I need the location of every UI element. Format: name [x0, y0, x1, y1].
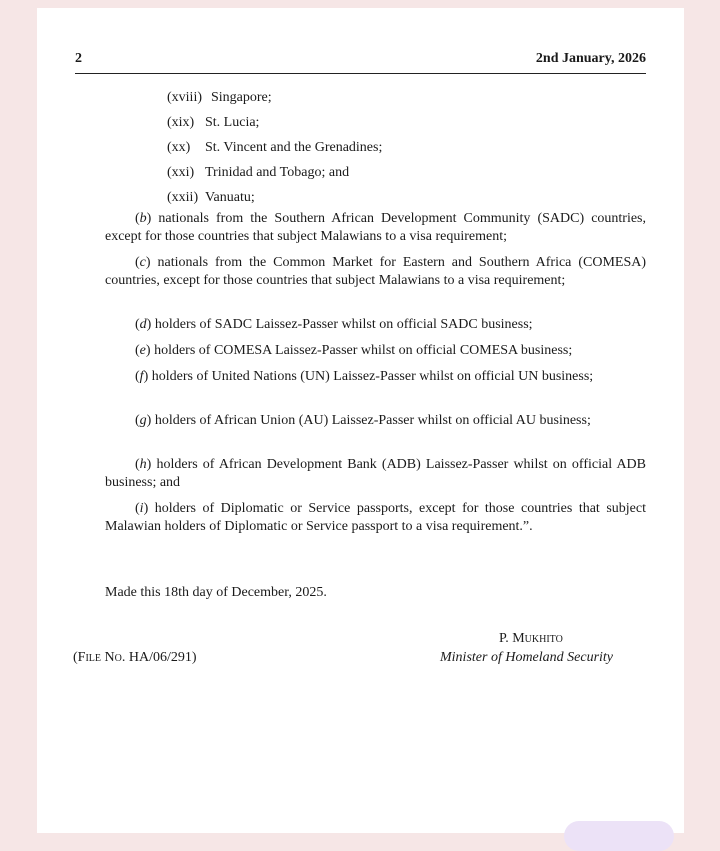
- signatory-surname: Mukhito: [512, 631, 563, 646]
- country-list: [167, 88, 382, 213]
- list-item-country: St. Lucia;: [205, 115, 260, 130]
- paragraph-f: [105, 368, 646, 386]
- paragraph-letter: c: [139, 255, 146, 270]
- paragraph-letter: g: [139, 413, 147, 428]
- paragraph-letter: h: [139, 457, 147, 472]
- paragraph-b: [105, 210, 646, 246]
- paragraph-text: holders of Diplomatic or Service passports, except for those countries that subject Malawian holders of Diplomatic or Service passport to a visa requirement.”.: [105, 501, 646, 534]
- gazette-date: 2nd January, 2026: [535, 51, 646, 66]
- file-prefix: (: [73, 650, 78, 665]
- list-item: [167, 88, 382, 113]
- paragraph-letter: e: [139, 343, 146, 358]
- list-item-country: St. Vincent and the Grenadines;: [205, 140, 383, 155]
- paragraph-text: nationals from the Southern African Development Community (SADC) countries, except for those countries that subject Malawians to a visa requirement;: [105, 211, 647, 244]
- paragraph-text: holders of United Nations (UN) Laissez-Passer whilst on official UN business;: [151, 369, 594, 384]
- list-item-country: Singapore;: [211, 90, 272, 105]
- paragraph-marker: (f): [135, 369, 149, 384]
- paragraph-letter: b: [139, 211, 147, 226]
- list-item-country: Vanuatu;: [205, 190, 255, 205]
- paragraph-marker: (g): [135, 413, 152, 428]
- paragraph-letter: i: [139, 501, 144, 516]
- paragraph-marker: (b): [135, 211, 152, 226]
- paragraph-letter: f: [139, 369, 144, 384]
- file-label: File No.: [77, 650, 126, 665]
- paragraph-marker: (c): [135, 255, 151, 270]
- made-this-line: Made this 18th day of December, 2025.: [105, 585, 327, 600]
- paragraph-i: [105, 500, 646, 536]
- paragraph-marker: (i): [135, 501, 149, 516]
- paragraph-h: [105, 456, 646, 492]
- signatory-initial: P.: [499, 631, 513, 646]
- paragraph-text: nationals from the Common Market for Eastern and Southern Africa (COMESA) countries, except for those countries that subject Malawians to a visa requirement;: [105, 255, 646, 288]
- document-page: [37, 8, 684, 833]
- list-item-number: (xxi): [167, 165, 195, 180]
- paragraph-text: holders of African Union (AU) Laissez-Passer whilst on official AU business;: [154, 413, 591, 428]
- page-header: [75, 51, 646, 74]
- list-item-number: (xviii): [167, 90, 202, 105]
- paragraph-marker: (h): [135, 457, 152, 472]
- paragraph-marker: (e): [135, 343, 151, 358]
- paragraph-letter: d: [139, 317, 147, 332]
- list-item-number: (xix): [167, 115, 195, 130]
- paragraph-marker: (d): [135, 317, 152, 332]
- page-number: 2: [75, 51, 82, 66]
- floating-button[interactable]: [564, 821, 674, 851]
- list-item: [167, 163, 382, 188]
- file-number: [73, 650, 197, 666]
- file-ref: HA/06/291): [125, 650, 197, 665]
- signatory-name: [499, 631, 563, 647]
- paragraph-text: holders of African Development Bank (ADB) Laissez-Passer whilst on official ADB business; and: [105, 457, 646, 490]
- paragraph-text: holders of COMESA Laissez-Passer whilst on official COMESA business;: [154, 343, 573, 358]
- paragraph-c: [105, 254, 646, 290]
- list-item-country: Trinidad and Tobago; and: [205, 165, 350, 180]
- list-item-number: (xx): [167, 140, 191, 155]
- list-item-number: (xxii): [167, 190, 199, 205]
- paragraph-e: [105, 342, 646, 360]
- paragraph-text: holders of SADC Laissez-Passer whilst on official SADC business;: [154, 317, 533, 332]
- list-item: [167, 113, 382, 138]
- paragraph-d: [105, 316, 646, 334]
- paragraph-g: [105, 412, 646, 430]
- list-item: [167, 138, 382, 163]
- signatory-title: Minister of Homeland Security: [440, 650, 614, 665]
